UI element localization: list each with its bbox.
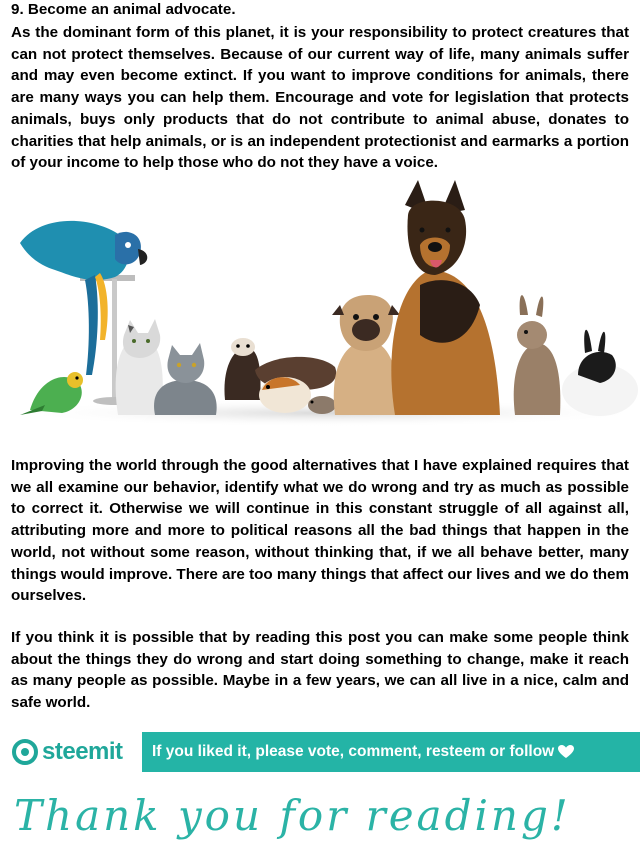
ferret-icon xyxy=(224,338,260,400)
brown-rabbit-icon xyxy=(514,295,561,415)
hamster-icon xyxy=(308,396,336,414)
paragraph-improving-world: Improving the world through the good alternatives that I have explained requires that we all examine our behavior, identify what we do wrong and try as much as possible to correct it. Otherwise we will continue in this constant struggle of all against all, attributing more and more to political reasons all the bad things that happen in the world, not without some reason, without thinking that, if we all behave better, many things would improve. There are too many things that affect our lives and we do them ourselves. xyxy=(11,457,629,605)
call-to-action-banner xyxy=(142,732,640,772)
black-white-rabbit-icon xyxy=(562,330,638,416)
paragraph-share-post: If you think it is possible that by reading this post you can make some people think about the things they do wrong and start doing something to change, make it reach as many people as possible. Maybe in a few years, we can all live in a nice, calm and safe world. xyxy=(11,629,629,712)
german-shepherd-dog-icon xyxy=(391,180,500,415)
pug-dog-icon xyxy=(332,295,400,415)
guinea-pig-icon xyxy=(259,377,311,413)
animals-illustration xyxy=(0,175,640,445)
thank-you-signoff xyxy=(8,780,571,850)
heart-icon xyxy=(558,745,574,759)
steemit-logo-text: steemit xyxy=(42,738,123,765)
steemit-logo-icon xyxy=(12,739,38,765)
paragraph-advocate: As the dominant form of this planet, it is your responsibility to protect creatures that can not protect themselves. Because of our current way of life, many animals suffer and may even become extinct. If you want to improve conditions for animals, there are many ways you can help them. Encourage and vote for legislation that protects animals, buys only products that do not contribute to animal abuse, donates to charities that help animals, or is an independent protectionist and earmarks a portion of your income to help those who do not they have a voice. xyxy=(11,24,629,172)
section-heading: 9. Become an animal advocate. xyxy=(11,1,236,18)
thank-you-text: Thank you for reading! xyxy=(14,791,571,840)
grey-cat-icon xyxy=(154,343,217,415)
call-to-action-text: If you liked it, please vote, comment, resteem or follow xyxy=(152,743,555,760)
steemit-logo[interactable] xyxy=(12,736,123,768)
